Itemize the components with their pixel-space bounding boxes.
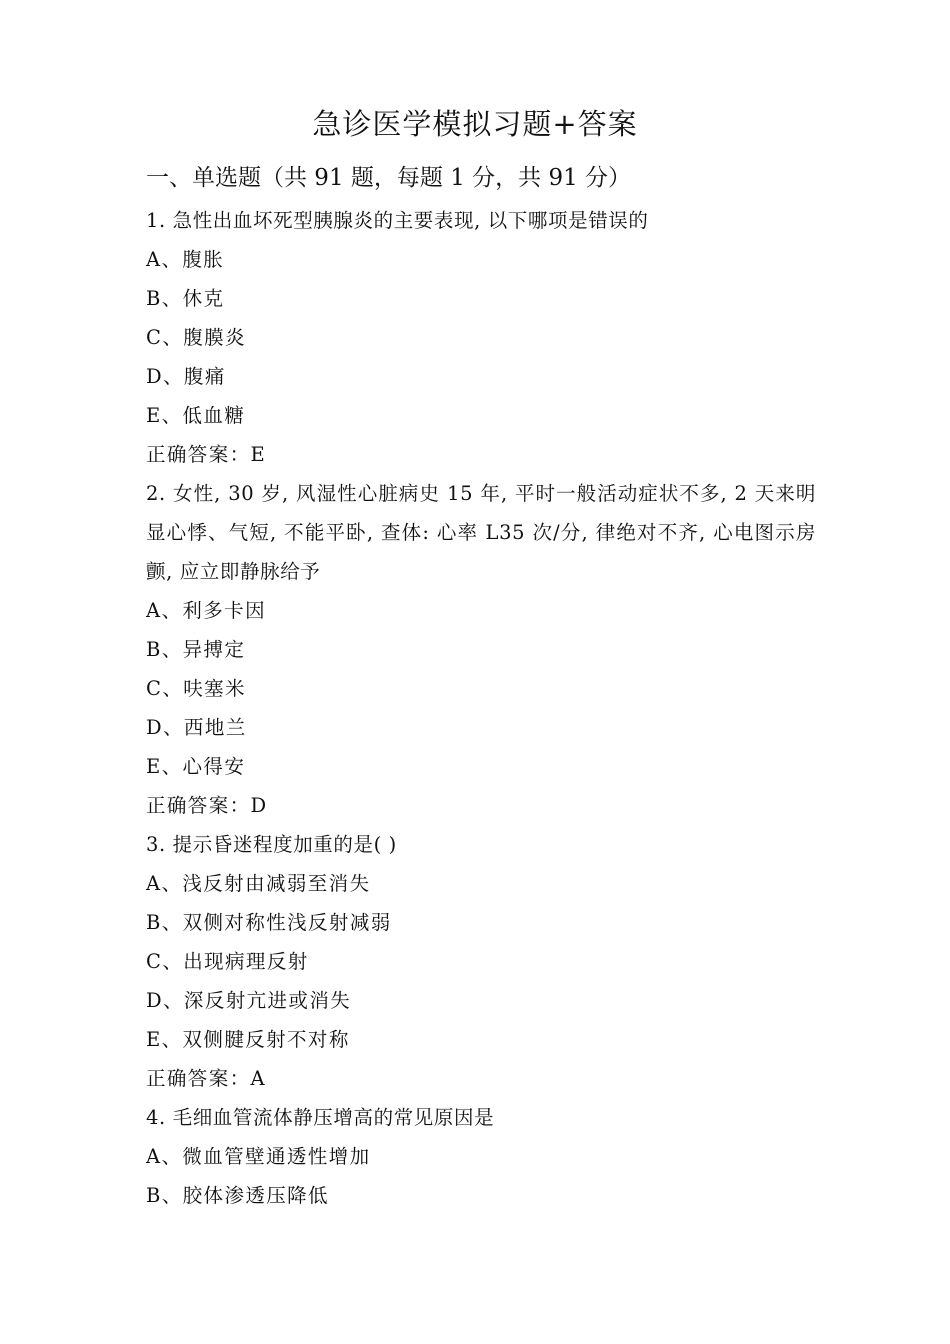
option-e: E、双侧腱反射不对称 — [146, 1028, 350, 1051]
option-b: B、双侧对称性浅反射减弱 — [146, 911, 392, 934]
question-list — [146, 201, 816, 1215]
question-1 — [146, 201, 816, 474]
question-text: 1. 急性出血坏死型胰腺炎的主要表现, 以下哪项是错误的 — [146, 209, 649, 232]
correct-answer: 正确答案：E — [146, 443, 267, 466]
option-c: C、出现病理反射 — [146, 950, 309, 973]
document-title: 急诊医学模拟习题+答案 — [312, 107, 638, 141]
option-d: D、西地兰 — [146, 716, 247, 739]
section-heading: 一、单选题（共 91 题，每题 1 分，共 91 分） — [146, 165, 632, 191]
correct-answer: 正确答案：D — [146, 794, 268, 817]
option-a: A、利多卡因 — [146, 599, 266, 622]
option-a: A、腹胀 — [146, 248, 225, 271]
option-b: B、异搏定 — [146, 638, 246, 661]
question-3 — [146, 825, 816, 1098]
option-a: A、微血管壁通透性增加 — [146, 1145, 371, 1168]
question-text: 3. 提示昏迷程度加重的是( ) — [146, 833, 397, 856]
option-c: C、腹膜炎 — [146, 326, 246, 349]
option-e: E、低血糖 — [146, 404, 246, 427]
option-d: D、深反射亢进或消失 — [146, 989, 352, 1012]
option-c: C、呋塞米 — [146, 677, 246, 700]
correct-answer: 正确答案：A — [146, 1067, 266, 1090]
question-2 — [146, 474, 816, 825]
question-text: 4. 毛细血管流体静压增高的常见原因是 — [146, 1106, 495, 1129]
option-b: B、休克 — [146, 287, 225, 310]
option-d: D、腹痛 — [146, 365, 226, 388]
option-b: B、胶体渗透压降低 — [146, 1184, 329, 1207]
question-text: 2. 女性, 30 岁, 风湿性心脏病史 15 年, 平时一般活动症状不多, 2 天来明显心悸、气短, 不能平卧, 查体: 心率 L35 次/分, 律绝对不齐, 心电图示房颤, 应立即静脉给予 — [146, 482, 816, 583]
question-4 — [146, 1098, 816, 1215]
option-a: A、浅反射由减弱至消失 — [146, 872, 371, 895]
option-e: E、心得安 — [146, 755, 246, 778]
